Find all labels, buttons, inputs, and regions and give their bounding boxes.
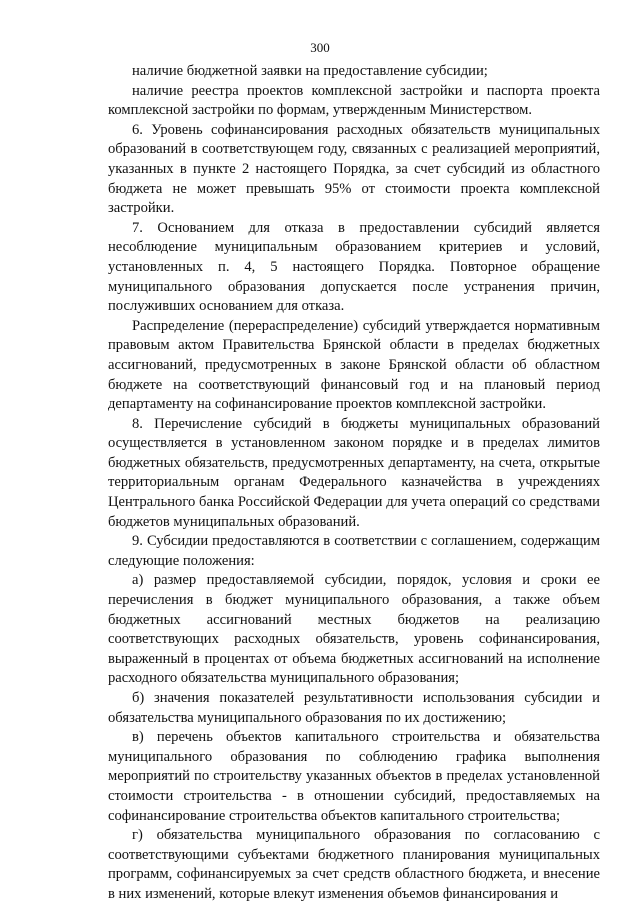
paragraph-budget-request: наличие бюджетной заявки на предоставление субсидии;	[132, 63, 488, 79]
paragraph-item-9a: а) размер предоставляемой субсидии, порядок, условия и сроки ее перечисления в бюджет муниципального образования, а также объем бюджетных ассигнований местных бюджетов на реализацию соответствующих расходных обязательств, уровень софинансирования, выраженный в процентах от объема бюджетных ассигнований на исполнение расходного обязательства муниципального образования;	[108, 572, 600, 687]
paragraph-item-9g: г) обязательства муниципального образования по согласованию с соответствующими субъектами бюджетного планирования муниципальных программ, софинансируемых за счет средств областного бюджета, и внесение в них изменений, которые влекут изменения объемов финансирования и	[108, 827, 600, 902]
paragraph-project-registry: наличие реестра проектов комплексной застройки и паспорта проекта комплексной застройки по формам, утвержденным Министерством.	[108, 82, 600, 119]
paragraph-item-8: 8. Перечисление субсидий в бюджеты муниципальных образований осуществляется в установленном законом порядке и в пределах лимитов бюджетных обязательств, предусмотренных департаменту, на счета, открытые территориальным органам Федерального казначейства в учреждениях Центрального банка Российской Федерации для учета операций со средствами бюджетов муниципальных образований.	[108, 415, 600, 530]
paragraph-item-6: 6. Уровень софинансирования расходных обязательств муниципальных образований в соответствующем году, связанных с реализацией мероприятий, указанных в пункте 2 настоящего Порядка, за счет субсидий из областного бюджета не может превышать 95% от стоимости проекта комплексной застройки.	[108, 121, 600, 217]
paragraph-item-9v: в) перечень объектов капитального строительства и обязательства муниципального образования по соблюдению графика выполнения мероприятий по строительству указанных объектов в пределах установленной стоимости строительства - в отношении субсидий, предоставляемых на софинансирование строительства объектов капитального строительства;	[108, 729, 600, 824]
page-number: 300	[310, 40, 330, 55]
paragraph-item-7: 7. Основанием для отказа в предоставлении субсидий является несоблюдение муниципальным образованием критериев и условий, установленных п. 4, 5 настоящего Порядка. Повторное обращение муниципального образования допускается после устранения причин, послуживших основанием для отказа.	[108, 219, 600, 315]
document-body	[108, 62, 600, 905]
paragraph-item-9: 9. Субсидии предоставляются в соответствии с соглашением, содержащим следующие положения:	[108, 533, 600, 569]
paragraph-distribution: Распределение (перераспределение) субсидий утверждается нормативным правовым актом Правительства Брянской области в пределах бюджетных ассигнований, предусмотренных в законе Брянской области об областном бюджете на соответствующий финансовый год и на плановый период департаменту на софинансирование проектов комплексной застройки.	[108, 317, 600, 413]
paragraph-item-9b: б) значения показателей результативности использования субсидии и обязательства муниципального образования по их достижению;	[108, 690, 600, 726]
